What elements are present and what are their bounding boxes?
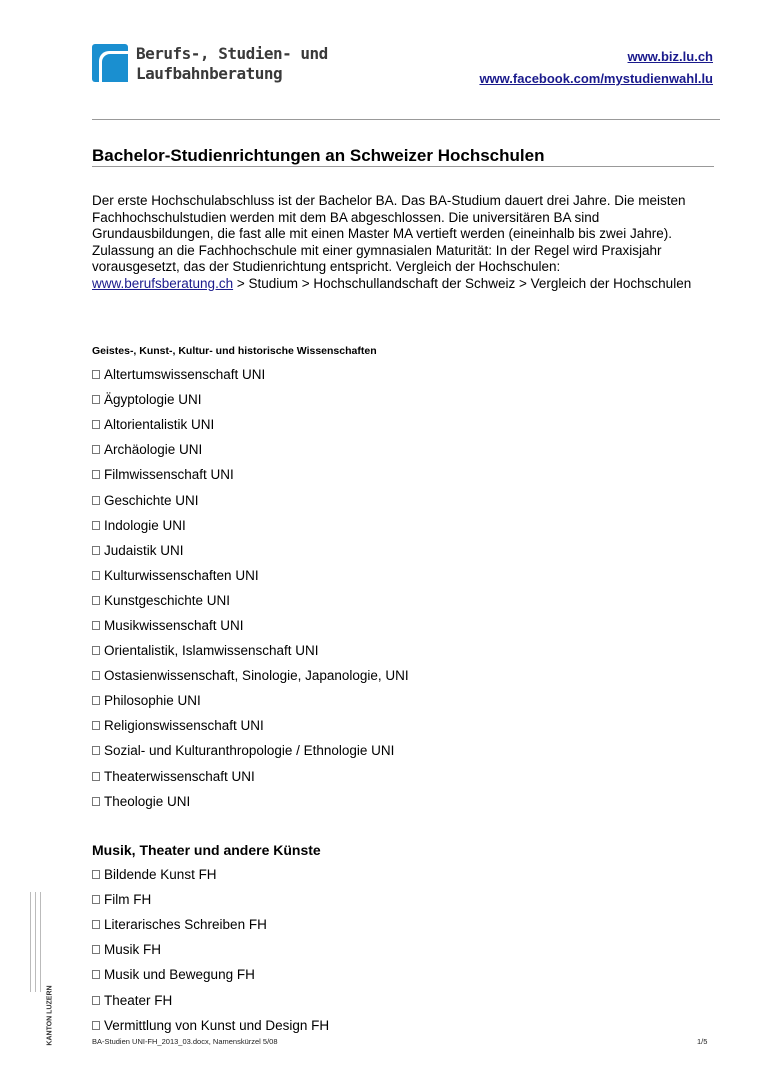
intro-paragraph	[92, 193, 722, 292]
checkbox-icon	[92, 870, 100, 879]
list-item	[92, 887, 329, 912]
list-item-label: Ostasienwissenschaft, Sinologie, Japanologie, UNI	[104, 668, 409, 684]
list-item	[92, 937, 329, 962]
list-item-label: Altertumswissenschaft UNI	[104, 367, 266, 383]
canton-label: KANTON LUZERN	[46, 985, 54, 1046]
list-item	[92, 862, 329, 887]
checkbox-icon	[92, 920, 100, 929]
list-item	[92, 638, 409, 663]
list-item-label: Archäologie UNI	[104, 442, 203, 458]
checkbox-icon	[92, 772, 100, 781]
section-heading-geistes: Geistes-, Kunst-, Kultur- und historische Wissenschaften	[92, 345, 377, 357]
checkbox-icon	[92, 370, 100, 379]
section-list-musik	[92, 862, 329, 1038]
berufsberatung-link[interactable]: www.berufsberatung.ch	[92, 275, 234, 291]
list-item-label: Vermittlung von Kunst und Design FH	[104, 1017, 330, 1033]
canton-logo	[28, 985, 54, 1046]
list-item	[92, 362, 409, 387]
checkbox-icon	[92, 996, 100, 1005]
list-item	[92, 738, 409, 763]
biz-link[interactable]: www.biz.lu.ch	[627, 49, 713, 64]
logo-text	[136, 44, 328, 84]
logo	[92, 44, 328, 84]
logo-line-1: Berufs-, Studien- und	[136, 44, 328, 63]
list-item	[92, 563, 409, 588]
list-item-label: Sozial- und Kulturanthropologie / Ethnologie UNI	[104, 743, 395, 759]
checkbox-icon	[92, 571, 100, 580]
list-item	[92, 513, 409, 538]
section-list-geistes	[92, 362, 409, 814]
list-item-label: Film FH	[104, 892, 152, 908]
checkbox-icon	[92, 1021, 100, 1030]
list-item-label: Literarisches Schreiben FH	[104, 917, 267, 933]
checkbox-icon	[92, 445, 100, 454]
list-item	[92, 387, 409, 412]
checkbox-icon	[92, 797, 100, 806]
list-item	[92, 588, 409, 613]
logo-mark-icon	[92, 44, 128, 82]
list-item	[92, 713, 409, 738]
list-item-label: Theater FH	[104, 992, 173, 1008]
page-title: Bachelor-Studienrichtungen an Schweizer Hochschulen	[92, 146, 545, 165]
list-item-label: Filmwissenschaft UNI	[104, 467, 234, 483]
header-links	[479, 46, 713, 90]
list-item-label: Kulturwissenschaften UNI	[104, 567, 259, 583]
list-item-label: Indologie UNI	[104, 517, 186, 533]
list-item-label: Musik FH	[104, 942, 161, 958]
list-item-label: Ägyptologie UNI	[104, 392, 202, 408]
list-item-label: Religionswissenschaft UNI	[104, 718, 264, 734]
list-item	[92, 412, 409, 437]
checkbox-icon	[92, 395, 100, 404]
list-item-label: Musik und Bewegung FH	[104, 967, 255, 983]
list-item	[92, 789, 409, 814]
header-divider	[92, 119, 720, 120]
list-item	[92, 1013, 329, 1038]
logo-line-2: Laufbahnberatung	[136, 64, 283, 83]
checkbox-icon	[92, 496, 100, 505]
checkbox-icon	[92, 521, 100, 530]
list-item	[92, 663, 409, 688]
list-item	[92, 462, 409, 487]
list-item-label: Philosophie UNI	[104, 693, 201, 709]
list-item	[92, 437, 409, 462]
list-item-label: Bildende Kunst FH	[104, 867, 217, 883]
title-underline	[92, 166, 714, 167]
list-item	[92, 487, 409, 512]
checkbox-icon	[92, 671, 100, 680]
checkbox-icon	[92, 420, 100, 429]
list-item-label: Altorientalistik UNI	[104, 417, 215, 433]
list-item-label: Judaistik UNI	[104, 542, 184, 558]
checkbox-icon	[92, 721, 100, 730]
list-item-label: Kunstgeschichte UNI	[104, 592, 231, 608]
list-item-label: Theologie UNI	[104, 793, 191, 809]
checkbox-icon	[92, 970, 100, 979]
footer-page-number: 1/5	[697, 1037, 708, 1046]
checkbox-icon	[92, 470, 100, 479]
checkbox-icon	[92, 696, 100, 705]
list-item	[92, 538, 409, 563]
list-item-label: Orientalistik, Islamwissenschaft UNI	[104, 643, 319, 659]
list-item-label: Musikwissenschaft UNI	[104, 617, 244, 633]
checkbox-icon	[92, 646, 100, 655]
footer-filename: BA-Studien UNI-FH_2013_03.docx, Namenskürzel 5/08	[92, 1037, 278, 1046]
list-item	[92, 987, 329, 1012]
list-item	[92, 912, 329, 937]
section-heading-musik: Musik, Theater und andere Künste	[92, 842, 321, 858]
checkbox-icon	[92, 895, 100, 904]
intro-path: > Studium > Hochschullandschaft der Schweiz > Vergleich der Hochschulen	[233, 275, 692, 291]
list-item-label: Theaterwissenschaft UNI	[104, 768, 255, 784]
list-item	[92, 613, 409, 638]
list-item	[92, 764, 409, 789]
checkbox-icon	[92, 945, 100, 954]
list-item	[92, 688, 409, 713]
intro-text: Der erste Hochschulabschluss ist der Bachelor BA. Das BA-Studium dauert drei Jahre. Die meisten Fachhochschulstudien werden mit dem BA abgeschlossen. Die universitären BA sind Grundausbildungen, die fast alle mit einen Master MA vertieft werden (eineinhalb bis zwei Jahre). Zulassung an die Fachhochschule mit einer gymnasialen Maturität: In der Regel wird Praxisjahr vorausgesetzt, das der Studienrichtung entspricht. Vergleich der Hochschulen:	[92, 193, 686, 274]
checkbox-icon	[92, 621, 100, 630]
facebook-link[interactable]: www.facebook.com/mystudienwahl.lu	[479, 71, 713, 86]
list-item	[92, 962, 329, 987]
checkbox-icon	[92, 746, 100, 755]
checkbox-icon	[92, 596, 100, 605]
checkbox-icon	[92, 546, 100, 555]
list-item-label: Geschichte UNI	[104, 492, 199, 508]
